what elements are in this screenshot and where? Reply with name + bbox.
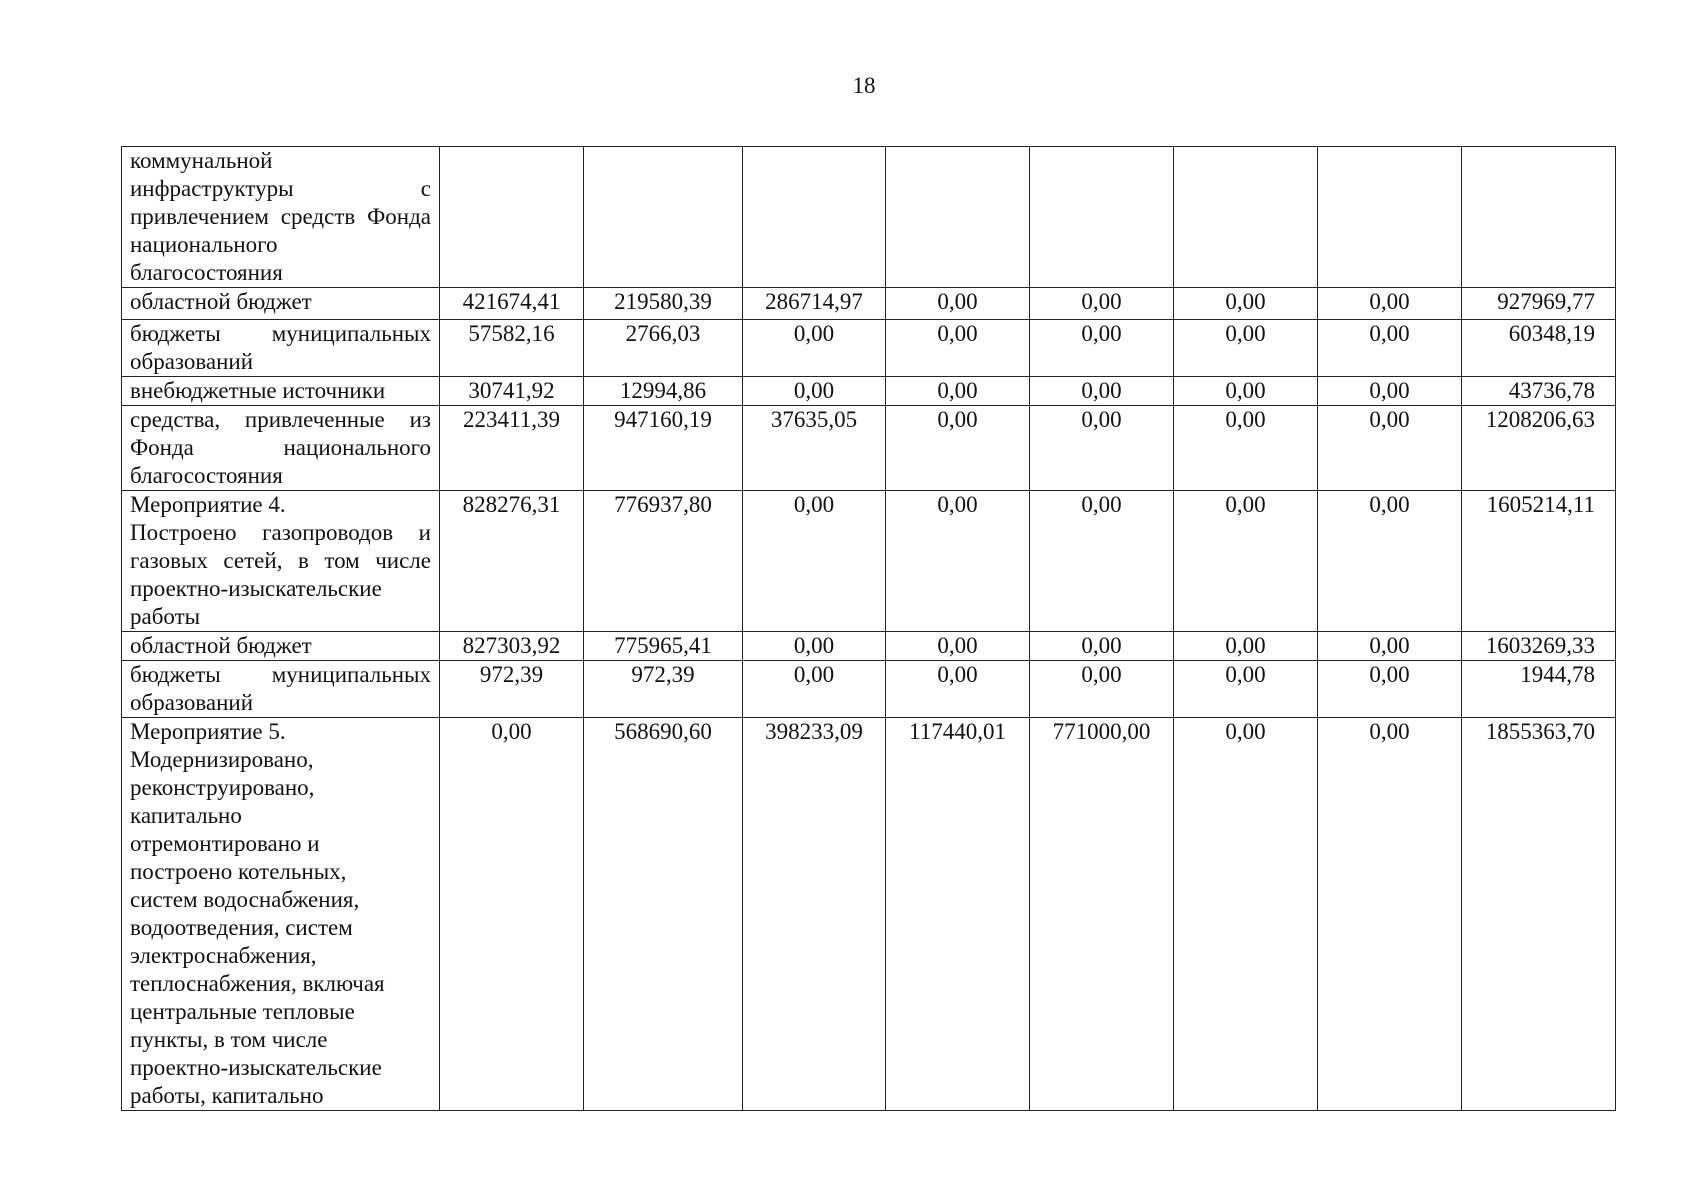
- value-cell: 1605214,11: [1462, 491, 1616, 632]
- value-cell: [886, 147, 1030, 288]
- value-cell: 117440,01: [886, 718, 1030, 1111]
- table-row: [122, 718, 1616, 1111]
- value-cell: 0,00: [1318, 661, 1462, 718]
- value-cell: 0,00: [743, 377, 886, 406]
- value-cell: 0,00: [1174, 377, 1318, 406]
- value-cell: 398233,09: [743, 718, 886, 1111]
- value-cell: 421674,41: [440, 288, 584, 320]
- value-cell: 0,00: [1174, 320, 1318, 377]
- value-cell: 0,00: [1318, 377, 1462, 406]
- value-cell: 2766,03: [584, 320, 743, 377]
- value-cell: [584, 147, 743, 288]
- value-cell: 43736,78: [1462, 377, 1616, 406]
- value-cell: 0,00: [1030, 288, 1174, 320]
- value-cell: 0,00: [886, 491, 1030, 632]
- value-cell: 0,00: [886, 661, 1030, 718]
- value-cell: 0,00: [743, 661, 886, 718]
- value-cell: 0,00: [1318, 491, 1462, 632]
- value-cell: 0,00: [886, 320, 1030, 377]
- table-row: [122, 147, 1616, 288]
- value-cell: 0,00: [1030, 406, 1174, 491]
- value-cell: 0,00: [1318, 406, 1462, 491]
- value-cell: 0,00: [1174, 406, 1318, 491]
- value-cell: [1030, 147, 1174, 288]
- value-cell: 57582,16: [440, 320, 584, 377]
- value-cell: 37635,05: [743, 406, 886, 491]
- row-label: областной бюджет: [122, 288, 440, 320]
- row-label: Мероприятие 5. Модернизировано, реконструировано, капитально отремонтировано и построено котельных, систем водоснабжения, водоотведения, систем электроснабжения, теплоснабжения, включая центральные тепловые пункты, в том числе проектно-изыскательские работы, капитально: [122, 718, 440, 1111]
- value-cell: 1855363,70: [1462, 718, 1616, 1111]
- value-cell: 219580,39: [584, 288, 743, 320]
- value-cell: 972,39: [440, 661, 584, 718]
- value-cell: 771000,00: [1030, 718, 1174, 1111]
- row-label: средства, привлеченные из Фонда национального благосостояния: [122, 406, 440, 491]
- value-cell: 776937,80: [584, 491, 743, 632]
- value-cell: 0,00: [743, 632, 886, 661]
- value-cell: 972,39: [584, 661, 743, 718]
- value-cell: 1944,78: [1462, 661, 1616, 718]
- value-cell: [743, 147, 886, 288]
- value-cell: 223411,39: [440, 406, 584, 491]
- value-cell: 0,00: [1318, 718, 1462, 1111]
- value-cell: 827303,92: [440, 632, 584, 661]
- value-cell: 0,00: [1174, 718, 1318, 1111]
- value-cell: 0,00: [1318, 320, 1462, 377]
- value-cell: 828276,31: [440, 491, 584, 632]
- value-cell: 0,00: [743, 491, 886, 632]
- value-cell: 947160,19: [584, 406, 743, 491]
- table-row: [122, 661, 1616, 718]
- budget-table-body: [122, 147, 1616, 1111]
- value-cell: 0,00: [1318, 632, 1462, 661]
- value-cell: 0,00: [1030, 491, 1174, 632]
- value-cell: 0,00: [1030, 320, 1174, 377]
- table-row: [122, 406, 1616, 491]
- budget-table: [121, 146, 1616, 1111]
- value-cell: 927969,77: [1462, 288, 1616, 320]
- value-cell: 1208206,63: [1462, 406, 1616, 491]
- value-cell: [1318, 147, 1462, 288]
- value-cell: 0,00: [1174, 491, 1318, 632]
- value-cell: [1462, 147, 1616, 288]
- row-label: областной бюджет: [122, 632, 440, 661]
- row-label: коммунальной инфраструктуры с привлечением средств Фонда национального благосостояния: [122, 147, 440, 288]
- row-label: бюджеты муниципальных образований: [122, 661, 440, 718]
- value-cell: 0,00: [886, 377, 1030, 406]
- value-cell: 0,00: [886, 632, 1030, 661]
- value-cell: [1174, 147, 1318, 288]
- value-cell: 0,00: [1030, 632, 1174, 661]
- page-number: 18: [852, 73, 876, 98]
- table-row: [122, 320, 1616, 377]
- value-cell: 0,00: [1318, 288, 1462, 320]
- table-row: [122, 632, 1616, 661]
- value-cell: 0,00: [886, 406, 1030, 491]
- value-cell: 60348,19: [1462, 320, 1616, 377]
- value-cell: 30741,92: [440, 377, 584, 406]
- row-label: внебюджетные источники: [122, 377, 440, 406]
- value-cell: 0,00: [1174, 288, 1318, 320]
- value-cell: 1603269,33: [1462, 632, 1616, 661]
- value-cell: 0,00: [1030, 377, 1174, 406]
- value-cell: 775965,41: [584, 632, 743, 661]
- value-cell: 286714,97: [743, 288, 886, 320]
- value-cell: 0,00: [1174, 661, 1318, 718]
- value-cell: 0,00: [886, 288, 1030, 320]
- table-row: [122, 491, 1616, 632]
- value-cell: 568690,60: [584, 718, 743, 1111]
- row-label: бюджеты муниципальных образований: [122, 320, 440, 377]
- row-label: Мероприятие 4. Построено газопроводов и газовых сетей, в том числе проектно-изыскательские работы: [122, 491, 440, 632]
- value-cell: 0,00: [440, 718, 584, 1111]
- value-cell: 0,00: [743, 320, 886, 377]
- value-cell: 0,00: [1030, 661, 1174, 718]
- value-cell: 0,00: [1174, 632, 1318, 661]
- value-cell: 12994,86: [584, 377, 743, 406]
- table-row: [122, 377, 1616, 406]
- table-row: [122, 288, 1616, 320]
- value-cell: [440, 147, 584, 288]
